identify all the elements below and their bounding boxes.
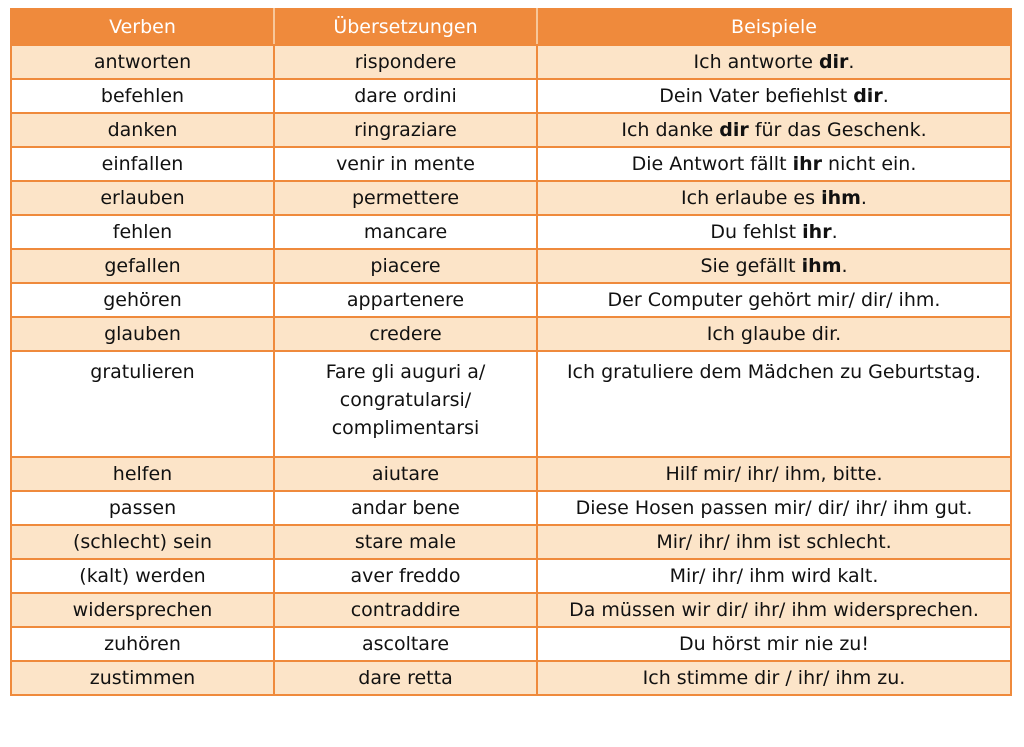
- table-row: [11, 317, 1011, 351]
- table-row: [11, 559, 1011, 593]
- example-text: Ich glaube dir.: [706, 323, 842, 345]
- example-text: .: [841, 255, 848, 277]
- translation-cell: dare ordini: [274, 79, 537, 113]
- translation-cell: contraddire: [274, 593, 537, 627]
- example-text: nicht ein.: [822, 153, 917, 175]
- example-text: Ich stimme dir / ihr/ ihm zu.: [642, 667, 906, 689]
- example-cell: [537, 181, 1011, 215]
- verb-cell: (kalt) werden: [11, 559, 274, 593]
- table-row: [11, 457, 1011, 491]
- example-text: Mir/ ihr/ ihm ist schlecht.: [656, 531, 892, 553]
- example-text: .: [831, 221, 838, 243]
- table-row: [11, 45, 1011, 79]
- example-text: Die Antwort fällt: [631, 153, 793, 175]
- verb-table-container: [10, 8, 1010, 696]
- table-row: [11, 147, 1011, 181]
- translation-cell: [274, 351, 537, 457]
- table-row: [11, 661, 1011, 695]
- translation-cell: aiutare: [274, 457, 537, 491]
- table-row: [11, 627, 1011, 661]
- table-row: [11, 491, 1011, 525]
- translation-cell: permettere: [274, 181, 537, 215]
- verb-cell: glauben: [11, 317, 274, 351]
- header-beispiele: Beispiele: [537, 9, 1011, 45]
- example-text: .: [848, 51, 855, 73]
- table-row: [11, 283, 1011, 317]
- example-text: Ich antworte: [693, 51, 819, 73]
- translation-cell: aver freddo: [274, 559, 537, 593]
- example-text: Dein Vater befiehlst: [659, 85, 854, 107]
- example-text: Ich gratuliere dem Mädchen zu Geburtstag.: [566, 361, 982, 383]
- translation-line: congratularsi/: [339, 389, 472, 411]
- example-text: Diese Hosen passen mir/ dir/ ihr/ ihm gut.: [575, 497, 973, 519]
- example-text: .: [860, 187, 867, 209]
- example-cell: [537, 113, 1011, 147]
- table-row: [11, 525, 1011, 559]
- table-row: [11, 79, 1011, 113]
- example-dative-pronoun: ihr: [792, 153, 822, 175]
- translation-cell: credere: [274, 317, 537, 351]
- example-text: Sie gefällt: [700, 255, 802, 277]
- verb-cell: einfallen: [11, 147, 274, 181]
- verb-cell: gefallen: [11, 249, 274, 283]
- example-cell: [537, 559, 1011, 593]
- translation-cell: rispondere: [274, 45, 537, 79]
- table-row: [11, 181, 1011, 215]
- translation-cell: ascoltare: [274, 627, 537, 661]
- translation-cell: stare male: [274, 525, 537, 559]
- verb-cell: fehlen: [11, 215, 274, 249]
- example-dative-pronoun: dir: [719, 119, 749, 141]
- verb-cell: gehören: [11, 283, 274, 317]
- header-verben: Verben: [11, 9, 274, 45]
- translation-line: Fare gli auguri a/: [325, 361, 486, 383]
- verb-cell: antworten: [11, 45, 274, 79]
- example-text: Ich erlaube es: [681, 187, 822, 209]
- verb-cell: zuhören: [11, 627, 274, 661]
- example-dative-pronoun: ihr: [802, 221, 832, 243]
- translation-cell: mancare: [274, 215, 537, 249]
- table-row: [11, 593, 1011, 627]
- verb-cell: erlauben: [11, 181, 274, 215]
- example-cell: [537, 45, 1011, 79]
- example-cell: [537, 661, 1011, 695]
- example-cell: [537, 525, 1011, 559]
- table-row: [11, 215, 1011, 249]
- example-text: Ich danke: [621, 119, 720, 141]
- example-cell: [537, 147, 1011, 181]
- example-dative-pronoun: dir: [853, 85, 883, 107]
- example-text: Mir/ ihr/ ihm wird kalt.: [669, 565, 879, 587]
- example-cell: [537, 627, 1011, 661]
- example-cell: [537, 79, 1011, 113]
- translation-line: complimentarsi: [331, 417, 480, 439]
- translation-cell: appartenere: [274, 283, 537, 317]
- example-text: .: [882, 85, 889, 107]
- table-row: [11, 351, 1011, 457]
- example-cell: [537, 283, 1011, 317]
- example-dative-pronoun: ihm: [821, 187, 861, 209]
- verb-cell: passen: [11, 491, 274, 525]
- translation-cell: andar bene: [274, 491, 537, 525]
- translation-cell: piacere: [274, 249, 537, 283]
- translation-cell: dare retta: [274, 661, 537, 695]
- example-cell: [537, 593, 1011, 627]
- translation-cell: ringraziare: [274, 113, 537, 147]
- table-body: [11, 45, 1011, 695]
- header-uebersetzungen: Übersetzungen: [274, 9, 537, 45]
- example-cell: [537, 457, 1011, 491]
- verb-cell: widersprechen: [11, 593, 274, 627]
- example-text: Du hörst mir nie zu!: [679, 633, 869, 655]
- example-text: Der Computer gehört mir/ dir/ ihm.: [607, 289, 941, 311]
- example-cell: [537, 491, 1011, 525]
- table-row: [11, 113, 1011, 147]
- verb-cell: befehlen: [11, 79, 274, 113]
- example-text: für das Geschenk.: [748, 119, 927, 141]
- table-row: [11, 249, 1011, 283]
- dative-verbs-table: [10, 8, 1012, 696]
- translation-cell: venir in mente: [274, 147, 537, 181]
- verb-cell: gratulieren: [11, 351, 274, 457]
- header-row: [11, 9, 1011, 45]
- verb-cell: (schlecht) sein: [11, 525, 274, 559]
- example-text: Da müssen wir dir/ ihr/ ihm widersprechen.: [569, 599, 979, 621]
- example-cell: [537, 351, 1011, 457]
- example-dative-pronoun: ihm: [801, 255, 842, 277]
- example-cell: [537, 249, 1011, 283]
- example-cell: [537, 317, 1011, 351]
- example-text: Hilf mir/ ihr/ ihm, bitte.: [665, 463, 883, 485]
- verb-cell: zustimmen: [11, 661, 274, 695]
- example-cell: [537, 215, 1011, 249]
- verb-cell: helfen: [11, 457, 274, 491]
- verb-cell: danken: [11, 113, 274, 147]
- example-text: Du fehlst: [710, 221, 803, 243]
- example-dative-pronoun: dir: [818, 51, 849, 73]
